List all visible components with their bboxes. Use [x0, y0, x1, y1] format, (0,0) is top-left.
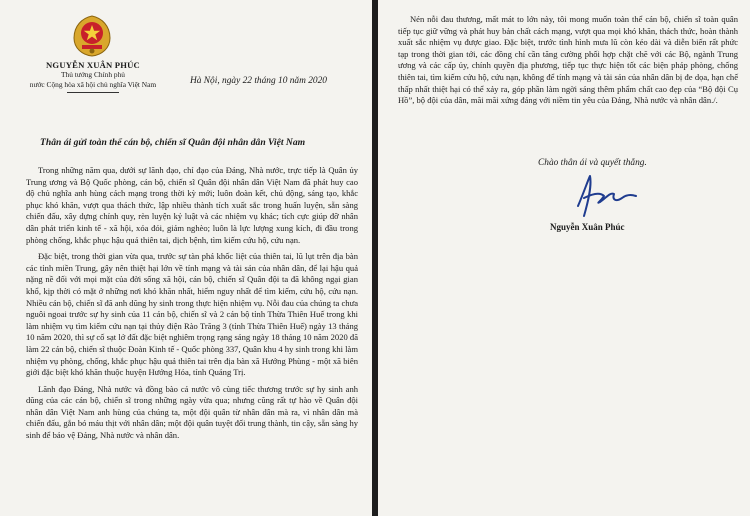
- letter-page-right: [378, 0, 750, 516]
- letter-page-left: [0, 0, 372, 516]
- letter-body-right: [398, 14, 738, 112]
- closing-line: Chào thân ái và quyết thắng.: [538, 158, 647, 168]
- national-emblem-icon: [72, 14, 112, 58]
- sender-title-line2: nước Cộng hòa xã hội chủ nghĩa Việt Nam: [29, 80, 157, 89]
- sender-block: [24, 60, 162, 93]
- sender-underline: [67, 92, 119, 93]
- sender-name: NGUYỄN XUÂN PHÚC: [46, 60, 140, 70]
- paragraph: Trong những năm qua, dưới sự lãnh đạo, chỉ đạo của Đảng, Nhà nước, trực tiếp là Quân ủy Trung ương và Bộ Quốc phòng, cán bộ, chiến sĩ Quân đội nhân dân Việt Nam đã phát huy cao độ chủ nghĩa anh hùng cách mạng trong thời kỳ mới; luôn đoàn kết, chủ động, sáng tạo, khắc phục khó khăn, vượt qua thách thức, lập nhiều thành tích xuất sắc trong huấn luyện, sẵn sàng chiến đấu, xây dựng chính quy, rèn luyện kỷ luật và các nhiệm vụ khác; tích cực giúp đỡ nhân dân phát triển kinh tế - xã hội, xóa đói, giảm nghèo; luôn là lực lượng xung kích, đi đầu trong phòng chống, khắc phục hậu quả thiên tai, dịch bệnh, tìm kiếm cứu hộ, cứu nạn.: [26, 165, 358, 245]
- letter-greeting: Thân ái gửi toàn thể cán bộ, chiến sĩ Quân đội nhân dân Việt Nam: [40, 137, 306, 148]
- paragraph: Lãnh đạo Đảng, Nhà nước và đồng bào cả nước vô cùng tiếc thương trước sự hy sinh anh dũng của các cán bộ, chiến sĩ trong những ngày vừa qua; nhưng cũng rất tự hào về Quân đội nhân dân Việt Nam anh hùng của chúng ta, một đội quân từ nhân dân mà ra, vì nhân dân mà chiến đấu, gắn bó máu thịt với nhân dân; một đội quân tuyệt đối trung thành, tin cậy, sẵn sàng hy sinh để bảo vệ Đảng, Nhà nước và nhân dân.: [26, 383, 358, 441]
- signer-name: Nguyễn Xuân Phúc: [550, 222, 625, 232]
- date-line: Hà Nội, ngày 22 tháng 10 năm 2020: [190, 76, 327, 86]
- handwritten-signature-icon: [570, 172, 642, 220]
- letter-body-left: [26, 165, 358, 447]
- paragraph: Nén nỗi đau thương, mất mát to lớn này, tôi mong muốn toàn thể cán bộ, chiến sĩ toàn quân tiếp tục giữ vững và phát huy bản chất cách mạng, vượt qua mọi khó khăn, thách thức, hoàn thành xuất sắc nhiệm vụ được giao. Đặc biệt, trước tình hình mưa lũ còn kéo dài và diễn biến rất phức tạp trong thời gian tới, các đồng chí cần tăng cường phối hợp chặt chẽ với các Bộ, ngành Trung ương và các cấp ủy, chính quyền địa phương, tiếp tục thực hiện tốt các biện pháp phòng, chống thiên tai, tìm kiếm cứu hộ, cứu nạn, không để tính mạng và tài sản của nhân dân bị đe dọa, hạn chế thấp nhất thiệt hại có thể xảy ra, góp phần làm ngời sáng thêm phẩm chất cao đẹp của “Bộ đội Cụ Hồ”, bộ đội của dân, mãi mãi xứng đáng với niềm tin yêu của Đảng, Nhà nước và nhân dân./.: [398, 14, 738, 106]
- paragraph: Đặc biệt, trong thời gian vừa qua, trước sự tàn phá khốc liệt của thiên tai, lũ lụt trên địa bàn các tỉnh miền Trung, gây nên thiệt hại lớn về tính mạng và tài sản của nhân dân, để lại hậu quả nặng nề đối với mọi mặt của đời sống xã hội, cán bộ, chiến sĩ Quân đội ta đã không ngại gian khổ, kịp thời có mặt ở những nơi khó khăn nhất, hiểm nguy nhất để tìm kiếm, cứu hộ, cứu nạn. Nhiều cán bộ, chiến sĩ đã anh dũng hy sinh trong thực hiện nhiệm vụ. Nỗi đau của chúng ta chưa nguôi ngoai trước sự hy sinh của 11 cán bộ, chiến sĩ và 2 cán bộ tỉnh Thừa Thiên Huế trong khi làm nhiệm vụ tìm kiếm cứu nạn tại thủy điện Rào Trăng 3 (tỉnh Thừa Thiên Huế) ngày 13 tháng 10 năm 2020, thì sự cố sạt lở đất đặc biệt nghiêm trọng rạng sáng ngày 18 tháng 10 năm 2020 đã làm 22 cán bộ, chiến sĩ thuộc Đoàn Kinh tế - Quốc phòng 337, Quân khu 4 hy sinh trong khi làm nhiệm vụ phòng, chống, khắc phục hậu quả thiên tai trên địa bàn xã Hướng Phùng - một xã biên giới đặc biệt khó khăn thuộc huyện Hướng Hóa, tỉnh Quảng Trị.: [26, 251, 358, 378]
- sender-title-line1: Thủ tướng Chính phủ: [61, 70, 125, 79]
